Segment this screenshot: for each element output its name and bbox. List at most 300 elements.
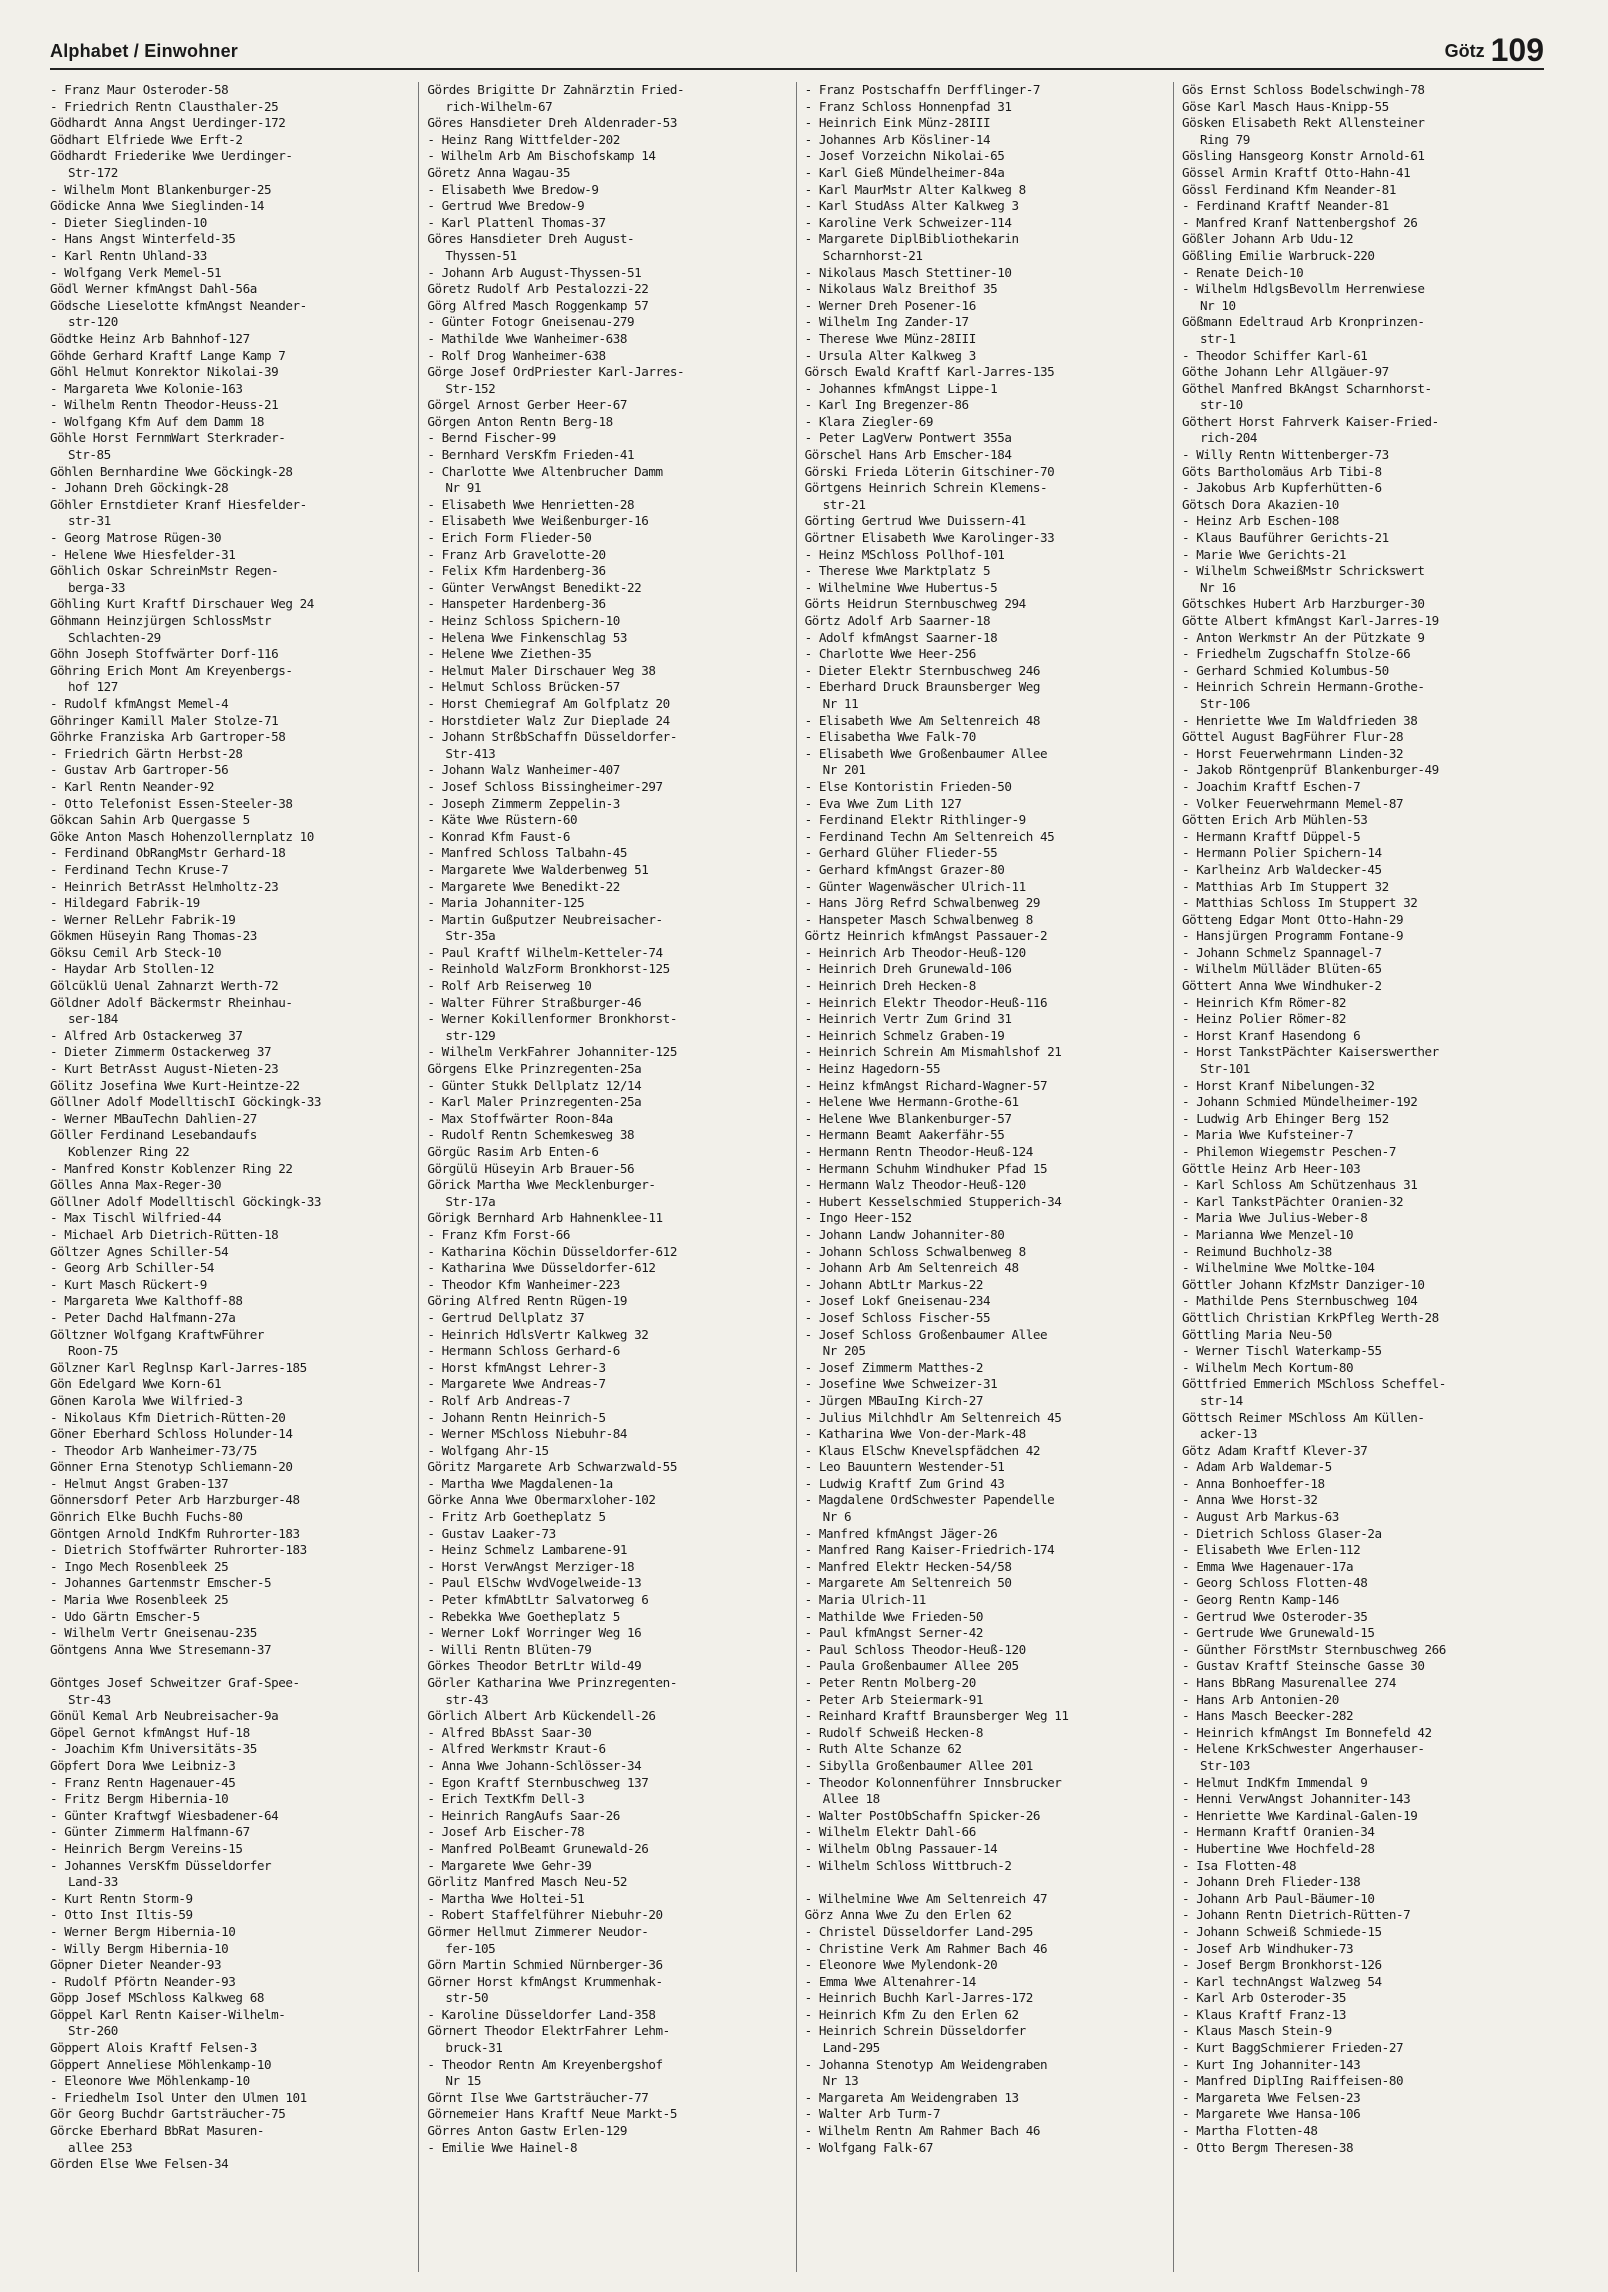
directory-entry: - Heinz Arb Eschen-108	[1181, 513, 1339, 529]
directory-entry: - Paul Kraftf Wilhelm-Ketteler-74	[427, 944, 663, 960]
directory-entry: - Johann Schmied Mündelheimer-192	[1181, 1094, 1418, 1110]
directory-entry: - Eva Wwe Zum Lith 127	[804, 795, 962, 811]
directory-entry: - Friedrich Rentn Clausthaler-25	[50, 98, 279, 114]
directory-entry: - Martin Gußputzer Neubreisacher-	[427, 911, 663, 927]
directory-entry: Göttsch Reimer MSchloss Am Küllen-	[1181, 1409, 1425, 1425]
directory-entry: - Hermann Rentn Theodor-Heuß-124	[804, 1144, 1033, 1159]
directory-entry: - Horst Kranf Nibelungen-32	[1181, 1077, 1375, 1093]
directory-entry: Gönül Kemal Arb Neubreisacher-9a	[50, 1708, 279, 1724]
column-1	[50, 82, 412, 2272]
directory-entry: - Walter Führer Straßburger-46	[427, 994, 642, 1010]
directory-entry: - Franz Kfm Forst-66	[427, 1226, 570, 1242]
directory-entry: Gölzner Karl Reglnsp Karl-Jarres-185	[50, 1359, 307, 1375]
directory-entry: Gön Edelgard Wwe Korn-61	[50, 1376, 222, 1392]
directory-entry: - Rudolf kfmAngst Memel-4	[50, 695, 229, 711]
directory-entry: Görigk Bernhard Arb Hahnenklee-11	[427, 1210, 663, 1226]
directory-entry: - Wilhelm Mont Blankenburger-25	[50, 181, 272, 197]
header-right	[1445, 34, 1544, 66]
directory-entry: - Kurt Ing Johanniter-143	[1181, 2056, 1361, 2072]
directory-entry: - Heinrich Kfm Römer-82	[1181, 994, 1347, 1010]
directory-entry: - Friedhelm Isol Unter den Ulmen 101	[50, 2089, 307, 2105]
directory-entry: - Wilhelm Schloss Wittbruch-2	[804, 1857, 1012, 1873]
directory-entry: Str-172	[68, 164, 118, 180]
directory-entry: - Josef Zimmerm Matthes-2	[804, 1359, 983, 1375]
directory-entry: Gödhardt Anna Angst Uerdinger-172	[50, 115, 286, 131]
directory-entry: Görke Anna Wwe Obermarxloher-102	[427, 1492, 656, 1508]
directory-entry: - Egon Kraftf Sternbuschweg 137	[427, 1774, 649, 1790]
directory-entry: - Ferdinand Elektr Rithlinger-9	[804, 812, 1026, 828]
directory-entry: Görgülü Hüseyin Arb Brauer-56	[427, 1160, 635, 1176]
directory-entry: Str-260	[68, 2023, 118, 2039]
directory-entry: - Henni VerwAngst Johanniter-143	[1181, 1791, 1411, 1807]
directory-entry: - Margarete Wwe Walderbenweg 51	[427, 861, 649, 877]
directory-entry: Str-17a	[445, 1193, 496, 1209]
directory-entry: Göksu Cemil Arb Steck-10	[50, 944, 222, 960]
directory-entry: - Robert Staffelführer Niebuhr-20	[427, 1907, 663, 1923]
directory-entry: - Dietrich Stoffwärter Ruhrorter-183	[50, 1542, 307, 1558]
directory-entry: Gödsche Lieselotte kfmAngst Neander-	[50, 297, 307, 313]
directory-entry: - Horst kfmAngst Lehrer-3	[427, 1359, 606, 1375]
directory-entry: - Werner Dreh Posener-16	[804, 297, 976, 313]
directory-entry: - Isa Flotten-48	[1181, 1857, 1297, 1873]
directory-entry: - Peter Arb Steiermark-91	[804, 1691, 983, 1707]
directory-entry: - Martha Wwe Holtei-51	[427, 1890, 585, 1906]
directory-entry: - Emma Wwe Altenahrer-14	[804, 1973, 976, 1989]
directory-entry: - Gustav Laaker-73	[427, 1525, 556, 1541]
directory-entry: - Maria Wwe Julius-Weber-8	[1181, 1210, 1368, 1226]
directory-entry: - Peter Rentn Molberg-20	[804, 1675, 976, 1690]
directory-entry: - Wilhelm Mech Kortum-80	[1181, 1359, 1354, 1375]
directory-entry: Göppert Alois Kraftf Felsen-3	[50, 2040, 257, 2056]
directory-entry: - Else Kontoristin Frieden-50	[804, 778, 1012, 794]
directory-entry: - Hubertine Wwe Hochfeld-28	[1181, 1840, 1375, 1856]
directory-entry: - Mathilde Pens Sternbuschweg 104	[1181, 1293, 1418, 1309]
columns	[50, 82, 1544, 2272]
directory-entry: - Otto Telefonist Essen-Steeler-38	[50, 795, 293, 811]
directory-entry: str-1	[1199, 330, 1236, 346]
directory-entry: Roon-75	[68, 1343, 118, 1359]
directory-entry: Land-33	[68, 1874, 118, 1890]
directory-entry: - Johannes Arb Kösliner-14	[804, 131, 991, 147]
directory-entry: - Jakob Röntgenprüf Blankenburger-49	[1181, 762, 1439, 778]
directory-entry: - Karl technAngst Walzweg 54	[1181, 1973, 1382, 1989]
directory-entry: - Philemon Wiegemstr Peschen-7	[1181, 1144, 1396, 1159]
directory-entry: - Rolf Drog Wanheimer-638	[427, 347, 606, 363]
directory-entry: Görtz Adolf Arb Saarner-18	[804, 613, 991, 628]
directory-entry: Görmer Hellmut Zimmerer Neudor-	[427, 1923, 649, 1939]
directory-entry: Gölitz Josefina Wwe Kurt-Heintze-22	[50, 1077, 300, 1093]
directory-entry: - Renate Deich-10	[1181, 264, 1304, 280]
directory-entry: - Nikolaus Kfm Dietrich-Rütten-20	[50, 1409, 286, 1425]
directory-entry: Nr 11	[822, 695, 859, 711]
directory-entry: Gösling Hansgeorg Konstr Arnold-61	[1181, 148, 1425, 164]
directory-entry: - Wolfgang Ahr-15	[427, 1442, 549, 1458]
directory-entry: Göllner Adolf Modelltischl Göckingk-33	[50, 1193, 322, 1209]
directory-entry: - Manfred DiplIng Raiffeisen-80	[1181, 2073, 1404, 2089]
directory-entry: - Günter Zimmerm Halfmann-67	[50, 1824, 250, 1840]
directory-entry: - Nikolaus Walz Breithof 35	[804, 281, 998, 297]
directory-entry: - Ludwig Arb Ehinger Berg 152	[1181, 1110, 1389, 1126]
directory-entry: - Willy Bergm Hibernia-10	[50, 1940, 229, 1956]
directory-entry: - Paul Schloss Theodor-Heuß-120	[804, 1641, 1026, 1657]
directory-entry: Str-413	[445, 745, 496, 761]
directory-entry: - Dieter Sieglinden-10	[50, 214, 207, 230]
directory-entry: - Helmut IndKfm Immendal 9	[1181, 1774, 1368, 1790]
directory-entry: - Wolfgang Falk-67	[804, 2139, 934, 2155]
directory-entry: - Karl StudAss Alter Kalkweg 3	[804, 198, 1019, 214]
directory-entry: - Alfred BbAsst Saar-30	[427, 1724, 592, 1740]
directory-entry: - Heinz MSchloss Pollhof-101	[804, 546, 1005, 562]
directory-entry: - Karlheinz Arb Waldecker-45	[1181, 861, 1382, 877]
directory-entry: - Maria Ulrich-11	[804, 1592, 926, 1608]
directory-entry: - Marie Wwe Gerichts-21	[1181, 546, 1347, 562]
directory-entry: Gölles Anna Max-Reger-30	[50, 1177, 222, 1193]
directory-entry: Göke Anton Masch Hohenzollernplatz 10	[50, 828, 314, 844]
directory-entry: Str-103	[1199, 1757, 1250, 1773]
directory-entry: - Margarete Wwe Hansa-106	[1181, 2106, 1361, 2122]
directory-entry: - Manfred Konstr Koblenzer Ring 22	[50, 1160, 293, 1176]
directory-entry: - Udo Gärtn Emscher-5	[50, 1608, 200, 1624]
directory-entry: str-120	[68, 314, 118, 330]
directory-entry	[805, 1874, 1167, 1891]
directory-entry: Gödicke Anna Wwe Sieglinden-14	[50, 198, 264, 214]
directory-entry: - Katharina Wwe Düsseldorfer-612	[427, 1260, 656, 1276]
directory-entry: Görts Heidrun Sternbuschweg 294	[804, 596, 1026, 612]
directory-entry: - Gerhard Glüher Flieder-55	[804, 845, 998, 861]
directory-entry: - Friedrich Gärtn Herbst-28	[50, 745, 243, 761]
directory-entry: - Walter Arb Turm-7	[804, 2106, 941, 2122]
directory-entry: - Eberhard Druck Braunsberger Weg	[804, 679, 1041, 695]
directory-entry: - Matthias Arb Im Stuppert 32	[1181, 878, 1389, 894]
directory-entry: Göse Karl Masch Haus-Knipp-55	[1181, 98, 1389, 114]
directory-entry: Nr 205	[822, 1343, 866, 1359]
directory-entry: Görick Martha Wwe Mecklenburger-	[427, 1177, 656, 1193]
directory-entry: - Volker Feuerwehrmann Memel-87	[1181, 795, 1404, 811]
directory-entry: - Reinhold WalzForm Bronkhorst-125	[427, 961, 670, 977]
directory-entry: Göts Bartholomäus Arb Tibi-8	[1181, 463, 1382, 479]
directory-entry: - Margareta Wwe Kalthoff-88	[50, 1293, 243, 1309]
directory-entry: - Fritz Arb Goetheplatz 5	[427, 1509, 606, 1525]
directory-entry: - Elisabetha Wwe Falk-70	[804, 729, 976, 745]
directory-entry: - Heinz Schmelz Lambarene-91	[427, 1542, 628, 1558]
directory-entry: - Elisabeth Wwe Am Seltenreich 48	[804, 712, 1041, 728]
directory-entry: - Dietrich Schloss Glaser-2a	[1181, 1525, 1382, 1541]
directory-entry: Gösken Elisabeth Rekt Allensteiner	[1181, 115, 1425, 131]
directory-entry: Görtgens Heinrich Schrein Klemens-	[804, 480, 1048, 496]
directory-entry: Schlachten-29	[68, 629, 161, 645]
directory-entry: Gößling Emilie Warbruck-220	[1181, 247, 1375, 263]
directory-entry: - Rolf Arb Reiserweg 10	[427, 978, 592, 994]
directory-entry: - Maria Johanniter-125	[427, 895, 585, 911]
directory-entry: - Johann Arb August-Thyssen-51	[427, 264, 642, 280]
directory-entry: - Margarete Wwe Andreas-7	[427, 1376, 606, 1392]
directory-entry: - Karl Maler Prinzregenten-25a	[427, 1094, 642, 1110]
directory-entry: Göldner Adolf Bäckermstr Rheinhau-	[50, 994, 293, 1010]
directory-entry: - Adam Arb Waldemar-5	[1181, 1459, 1332, 1475]
directory-entry: Gössel Armin Kraftf Otto-Hahn-41	[1181, 164, 1411, 180]
directory-entry: Göller Ferdinand Lesebandaufs	[50, 1127, 257, 1143]
directory-entry: - Georg Arb Schiller-54	[50, 1260, 215, 1276]
directory-entry: - Joseph Zimmerm Zeppelin-3	[427, 795, 620, 811]
directory-entry: Nr 6	[822, 1509, 852, 1525]
directory-entry: - Johannes Gartenmstr Emscher-5	[50, 1575, 272, 1591]
running-surname: Götz	[1444, 41, 1485, 61]
directory-entry: - Helene Wwe Blankenburger-57	[804, 1110, 1012, 1126]
directory-entry: - Leo Bauuntern Westender-51	[804, 1459, 1005, 1475]
directory-entry: str-50	[445, 1990, 489, 2006]
directory-entry: - Helmut Maler Dirschauer Weg 38	[427, 662, 656, 678]
directory-entry: - Werner Kokillenformer Bronkhorst-	[427, 1011, 677, 1027]
directory-entry: - Hans Angst Winterfeld-35	[50, 231, 236, 247]
directory-entry: - Anton Werkmstr An der Pützkate 9	[1181, 629, 1425, 645]
directory-entry: - Gertrude Wwe Grunewald-15	[1181, 1625, 1375, 1641]
directory-entry: - Fritz Bergm Hibernia-10	[50, 1791, 229, 1807]
directory-entry: - Rudolf Rentn Schemkesweg 38	[427, 1127, 635, 1143]
page-header	[50, 28, 1544, 70]
directory-entry: - Mathilde Wwe Frieden-50	[804, 1608, 983, 1624]
directory-entry: - Willy Rentn Wittenberger-73	[1181, 447, 1389, 463]
directory-entry: - Josef Bergm Bronkhorst-126	[1181, 1957, 1382, 1973]
directory-entry: Str-101	[1199, 1061, 1250, 1077]
directory-entry: - Manfred Kranf Nattenbergshof 26	[1181, 214, 1418, 230]
directory-entry: - Ingo Mech Rosenbleek 25	[50, 1558, 229, 1574]
directory-entry: Göres Hansdieter Dreh August-	[427, 231, 635, 247]
directory-entry: Göretz Anna Wagau-35	[427, 164, 570, 180]
directory-entry: - Heinz Schloss Spichern-10	[427, 613, 620, 628]
directory-entry: Scharnhorst-21	[822, 247, 923, 263]
directory-entry: - Josefine Wwe Schweizer-31	[804, 1376, 998, 1392]
directory-entry: - Julius Milchhdlr Am Seltenreich 45	[804, 1409, 1062, 1425]
directory-entry: - August Arb Markus-63	[1181, 1509, 1339, 1525]
directory-entry: - Heinrich Elektr Theodor-Heuß-116	[804, 994, 1048, 1010]
directory-entry: - Günter Fotogr Gneisenau-279	[427, 314, 635, 330]
directory-entry: Str-85	[68, 447, 111, 463]
directory-entry: - Wilhelm HdlgsBevollm Herrenwiese	[1181, 281, 1425, 297]
directory-entry: - Josef Lokf Gneisenau-234	[804, 1293, 991, 1309]
directory-entry: Nr 201	[822, 762, 866, 778]
directory-entry: - Heinz kfmAngst Richard-Wagner-57	[804, 1077, 1048, 1093]
directory-entry: - Heinrich Dreh Hecken-8	[804, 978, 976, 994]
directory-entry: Göhle Horst FernmWart Sterkrader-	[50, 430, 286, 446]
directory-entry: - Willi Rentn Blüten-79	[427, 1641, 592, 1657]
directory-entry: - Klara Ziegler-69	[804, 413, 934, 429]
directory-entry: Str-106	[1199, 695, 1250, 711]
column-3	[796, 82, 1167, 2272]
directory-entry: - Wilhelm Vertr Gneisenau-235	[50, 1625, 257, 1641]
directory-entry: Göhlen Bernhardine Wwe Göckingk-28	[50, 463, 293, 479]
directory-entry: Göretz Rudolf Arb Pestalozzi-22	[427, 281, 649, 297]
directory-entry: - Therese Wwe Marktplatz 5	[804, 563, 991, 579]
directory-entry: Gödhart Elfriede Wwe Erft-2	[50, 131, 243, 147]
directory-entry: - Eleonore Wwe Möhlenkamp-10	[50, 2073, 250, 2089]
directory-entry: Görgel Arnost Gerber Heer-67	[427, 397, 628, 413]
directory-entry: - Henriette Wwe Im Waldfrieden 38	[1181, 712, 1418, 728]
directory-entry: Göhler Ernstdieter Kranf Hiesfelder-	[50, 496, 307, 512]
directory-entry: - Paula Großenbaumer Allee 205	[804, 1658, 1019, 1674]
directory-entry: - Hermann Beamt Aakerfähr-55	[804, 1127, 1005, 1143]
directory-entry: Gönnersdorf Peter Arb Harzburger-48	[50, 1492, 300, 1508]
directory-entry: - Johann Dreh Göckingk-28	[50, 480, 229, 496]
directory-entry: - Alfred Werkmstr Kraut-6	[427, 1741, 606, 1757]
directory-entry: Göntgen Arnold IndKfm Ruhrorter-183	[50, 1525, 300, 1541]
directory-entry: Göritz Margarete Arb Schwarzwald-55	[427, 1459, 677, 1475]
directory-entry: - Marianna Wwe Menzel-10	[1181, 1226, 1354, 1242]
directory-entry: - Martha Flotten-48	[1181, 2123, 1318, 2139]
directory-entry: bruck-31	[445, 2040, 503, 2056]
directory-entry: - Josef Schloss Fischer-55	[804, 1309, 991, 1325]
directory-entry: - Käte Wwe Rüstern-60	[427, 812, 578, 828]
directory-entry: - Günther FörstMstr Sternbuschweg 266	[1181, 1641, 1446, 1657]
directory-entry: - Peter Dachd Halfmann-27a	[50, 1309, 236, 1325]
directory-entry: - Wilhelmine Wwe Moltke-104	[1181, 1260, 1375, 1276]
directory-entry: - Josef Vorzeichn Nikolai-65	[804, 148, 1005, 164]
directory-entry: - Wolfgang Verk Memel-51	[50, 264, 222, 280]
directory-entry: - Klaus ElSchw Knevelspfädchen 42	[804, 1442, 1041, 1458]
directory-entry: - Hermann Kraftf Oranien-34	[1181, 1824, 1375, 1840]
directory-entry: - Rebekka Wwe Goetheplatz 5	[427, 1608, 620, 1624]
directory-entry: Görler Katharina Wwe Prinzregenten-	[427, 1675, 677, 1690]
directory-entry: - Gertrud Dellplatz 37	[427, 1309, 585, 1325]
directory-entry: - Hans Jörg Refrd Schwalbenweg 29	[804, 895, 1041, 911]
directory-entry: - Günter Wagenwäscher Ulrich-11	[804, 878, 1026, 894]
directory-entry: - Ingo Heer-152	[804, 1210, 912, 1226]
directory-entry: - Heinrich Schrein Am Mismahlshof 21	[804, 1044, 1062, 1060]
directory-entry: Nr 10	[1199, 297, 1236, 313]
directory-entry: - Ferdinand ObRangMstr Gerhard-18	[50, 845, 286, 861]
directory-entry: - Margareta Wwe Felsen-23	[1181, 2089, 1361, 2105]
directory-entry: - Peter kfmAbtLtr Salvatorweg 6	[427, 1592, 649, 1608]
directory-entry: - Adolf kfmAngst Saarner-18	[804, 629, 998, 645]
directory-entry: - Hans Arb Antonien-20	[1181, 1691, 1339, 1707]
directory-entry: - Wilhelm Arb Am Bischofskamp 14	[427, 148, 656, 164]
directory-entry: Görge Josef OrdPriester Karl-Jarres-	[427, 364, 685, 380]
directory-entry: - Günter VerwAngst Benedikt-22	[427, 579, 642, 595]
directory-entry: - Franz Rentn Hagenauer-45	[50, 1774, 236, 1790]
directory-entry: Götz Adam Kraftf Klever-37	[1181, 1442, 1368, 1458]
directory-entry: - Heinrich Kfm Zu den Erlen 62	[804, 2006, 1019, 2022]
directory-entry: - Günter Stukk Dellplatz 12/14	[427, 1077, 642, 1093]
directory-entry: - Heinrich Bergm Vereins-15	[50, 1840, 243, 1856]
directory-entry: - Margarete Wwe Benedikt-22	[427, 878, 620, 894]
directory-entry: Nr 13	[822, 2073, 859, 2089]
directory-entry: - Helmut Angst Graben-137	[50, 1475, 229, 1491]
directory-entry: Gölcüklü Uenal Zahnarzt Werth-72	[50, 978, 279, 994]
directory-entry: - Wilhelm Elektr Dahl-66	[804, 1824, 976, 1840]
directory-entry: - Hanspeter Hardenberg-36	[427, 596, 606, 612]
directory-entry: - Johannes kfmAngst Lippe-1	[804, 380, 998, 396]
directory-entry: - Heinrich Vertr Zum Grind 31	[804, 1011, 1012, 1027]
directory-entry: Göhde Gerhard Kraftf Lange Kamp 7	[50, 347, 286, 363]
directory-entry: - Karl Rentn Uhland-33	[50, 247, 207, 263]
directory-entry: Görg Alfred Masch Roggenkamp 57	[427, 297, 649, 313]
directory-entry: - Rudolf Pförtn Neander-93	[50, 1973, 236, 1989]
directory-entry: - Bernd Fischer-99	[427, 430, 556, 446]
directory-entry: - Margarete Am Seltenreich 50	[804, 1575, 1012, 1591]
directory-entry: Görschel Hans Arb Emscher-184	[804, 447, 1012, 463]
directory-entry: - Franz Schloss Honnenpfad 31	[804, 98, 1012, 114]
directory-entry: - Charlotte Wwe Altenbrucher Damm	[427, 463, 663, 479]
directory-entry: - Hermann Schloss Gerhard-6	[427, 1343, 620, 1359]
directory-entry: - Theodor Arb Wanheimer-73/75	[50, 1442, 257, 1458]
directory-entry: - Erich TextKfm Dell-3	[427, 1791, 585, 1807]
directory-entry: Görz Anna Wwe Zu den Erlen 62	[804, 1907, 1012, 1923]
directory-entry: Allee 18	[822, 1791, 880, 1807]
directory-entry: - Elisabeth Wwe Großenbaumer Allee	[804, 745, 1048, 761]
directory-entry: Görgen Anton Rentn Berg-18	[427, 413, 613, 429]
directory-entry	[50, 1658, 412, 1675]
directory-entry: - Gustav Arb Gartroper-56	[50, 762, 229, 778]
directory-entry: - Dieter Zimmerm Ostackerweg 37	[50, 1044, 272, 1060]
directory-entry: - Elisabeth Wwe Weißenburger-16	[427, 513, 649, 529]
directory-entry: Görtz Heinrich kfmAngst Passauer-2	[804, 928, 1048, 944]
directory-entry: - Jakobus Arb Kupferhütten-6	[1181, 480, 1382, 496]
directory-entry: Göttlich Christian KrkPfleg Werth-28	[1181, 1309, 1439, 1325]
directory-entry: - Werner MSchloss Niebuhr-84	[427, 1426, 628, 1442]
directory-entry: - Heinrich Schrein Hermann-Grothe-	[1181, 679, 1425, 695]
directory-entry: str-43	[445, 1691, 489, 1707]
directory-entry: Nr 91	[445, 480, 481, 496]
directory-entry: - Theodor Rentn Am Kreyenbergshof	[427, 2056, 663, 2072]
directory-entry: - Horst Feuerwehrmann Linden-32	[1181, 745, 1404, 761]
directory-entry: Göttle Heinz Arb Heer-103	[1181, 1160, 1361, 1176]
directory-entry: Gös Ernst Schloss Bodelschwingh-78	[1181, 82, 1425, 97]
directory-entry: Göhn Joseph Stoffwärter Dorf-116	[50, 646, 279, 662]
directory-entry: Görgüc Rasim Arb Enten-6	[427, 1144, 599, 1159]
directory-entry: - Günter Kraftwgf Wiesbadener-64	[50, 1807, 279, 1823]
directory-entry: Gödl Werner kfmAngst Dahl-56a	[50, 281, 257, 297]
directory-entry: - Klaus Kraftf Franz-13	[1181, 2006, 1347, 2022]
section-title: Alphabet / Einwohner	[50, 41, 239, 61]
directory-entry: - Peter LagVerw Pontwert 355a	[804, 430, 1012, 446]
directory-entry: - Karoline Verk Schweizer-114	[804, 214, 1012, 230]
directory-entry: - Georg Schloss Flotten-48	[1181, 1575, 1368, 1591]
directory-entry: - Johann Walz Wanheimer-407	[427, 762, 620, 778]
directory-entry: Göttler Johann KfzMstr Danziger-10	[1181, 1276, 1425, 1292]
directory-entry: - Helene Wwe Hermann-Grothe-61	[804, 1094, 1019, 1110]
directory-entry: - Paul kfmAngst Serner-42	[804, 1625, 983, 1641]
directory-entry: - Horst Chemiegraf Am Golfplatz 20	[427, 695, 670, 711]
directory-entry: - Johann Rentn Heinrich-5	[427, 1409, 606, 1425]
directory-entry: Gökcan Sahin Arb Quergasse 5	[50, 812, 250, 828]
directory-entry: - Manfred PolBeamt Grunewald-26	[427, 1840, 649, 1856]
directory-entry: Götschkes Hubert Arb Harzburger-30	[1181, 596, 1425, 612]
directory-entry: - Helene KrkSchwester Angerhauser-	[1181, 1741, 1425, 1757]
directory-entry: - Hans BbRang Masurenallee 274	[1181, 1675, 1396, 1690]
directory-entry: - Martha Wwe Magdalenen-1a	[427, 1475, 613, 1491]
directory-entry: Göres Hansdieter Dreh Aldenrader-53	[427, 115, 677, 131]
directory-entry: - Josef Schloss Bissingheimer-297	[427, 778, 663, 794]
directory-entry: Str-43	[68, 1691, 111, 1707]
directory-entry: str-10	[1199, 397, 1243, 413]
directory-entry: - Friedhelm Zugschaffn Stolze-66	[1181, 646, 1411, 662]
directory-entry: - Margarete Wwe Gehr-39	[427, 1857, 592, 1873]
directory-entry: Götte Albert kfmAngst Karl-Jarres-19	[1181, 613, 1439, 628]
directory-entry: - Wilhelm Rentn Theodor-Heuss-21	[50, 397, 279, 413]
directory-entry: - Ferdinand Techn Kruse-7	[50, 861, 229, 877]
directory-entry: - Theodor Kfm Wanheimer-223	[427, 1276, 620, 1292]
directory-entry: - Johann AbtLtr Markus-22	[804, 1276, 983, 1292]
directory-entry: - Heinrich Buchh Karl-Jarres-172	[804, 1990, 1033, 2006]
directory-entry: - Gertrud Wwe Bredow-9	[427, 198, 585, 214]
directory-entry: - Wilhelm VerkFahrer Johanniter-125	[427, 1044, 677, 1060]
directory-entry: Göthert Horst Fahrverk Kaiser-Fried-	[1181, 413, 1439, 429]
directory-entry: Göhlich Oskar SchreinMstr Regen-	[50, 563, 279, 579]
column-4	[1173, 82, 1544, 2272]
directory-entry: Göhmann Heinzjürgen SchlossMstr	[50, 613, 272, 628]
directory-entry: Göttert Anna Wwe Windhuker-2	[1181, 978, 1382, 994]
directory-entry: - Heinrich BetrAsst Helmholtz-23	[50, 878, 279, 894]
directory-entry: - Johanna Stenotyp Am Weidengraben	[804, 2056, 1048, 2072]
